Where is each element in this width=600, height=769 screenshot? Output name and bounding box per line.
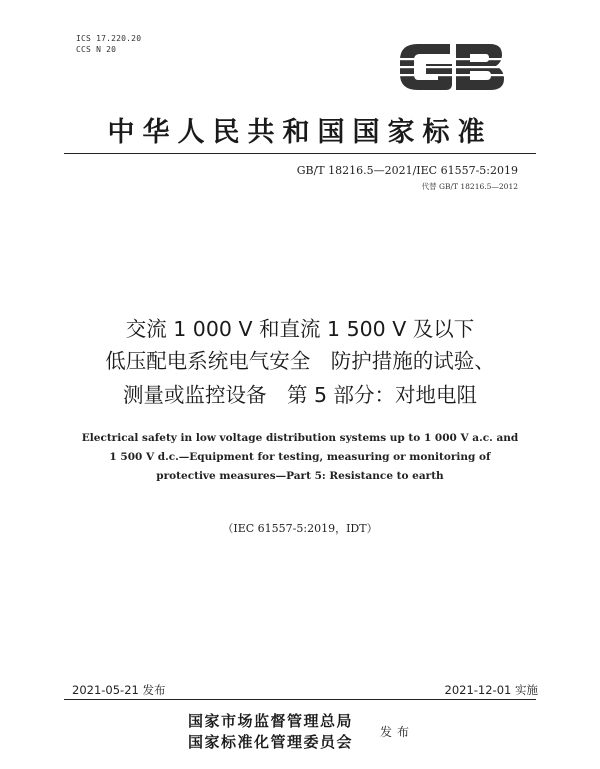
replaces-standard: 代替 GB/T 18216.5—2012 (421, 182, 518, 191)
standard-number: GB/T 18216.5—2021/IEC 61557-5:2019 (296, 164, 518, 177)
ics-code: ICS 17.220.20 (76, 34, 142, 43)
title-cn-line1: 交流 1 000 V 和直流 1 500 V 及以下 (125, 317, 475, 341)
gb-logo (394, 38, 508, 96)
footer-divider (64, 699, 536, 700)
title-en-line3: protective measures—Part 5: Resistance to earth (156, 470, 444, 482)
gb-logo-mark (394, 44, 508, 90)
title-cn-line2: 低压配电系统电气安全 防护措施的试验、 (105, 349, 495, 373)
header-divider (64, 153, 536, 154)
implementation-date: 2021-12-01 实施 (444, 683, 538, 697)
ccs-code: CCS N 20 (76, 45, 117, 54)
title-cn-line3: 测量或监控设备 第 5 部分：对地电阻 (122, 383, 478, 407)
title-en-line1: Electrical safety in low voltage distribution systems up to 1 000 V a.c. and (81, 432, 519, 444)
issue-date: 2021-05-21 发布 (72, 683, 166, 697)
national-standard-title: 中华人民共和国国家标准 (107, 117, 493, 148)
idt-reference: （IEC 61557-5:2019，IDT） (222, 522, 378, 535)
publisher-samr: 国家市场监督管理总局 (188, 712, 354, 730)
title-en-line2: 1 500 V d.c.—Equipment for testing, measuring or monitoring of (109, 451, 491, 463)
publish-label: 发布 (380, 725, 415, 739)
publisher-sac: 国家标准化管理委员会 (188, 733, 354, 751)
